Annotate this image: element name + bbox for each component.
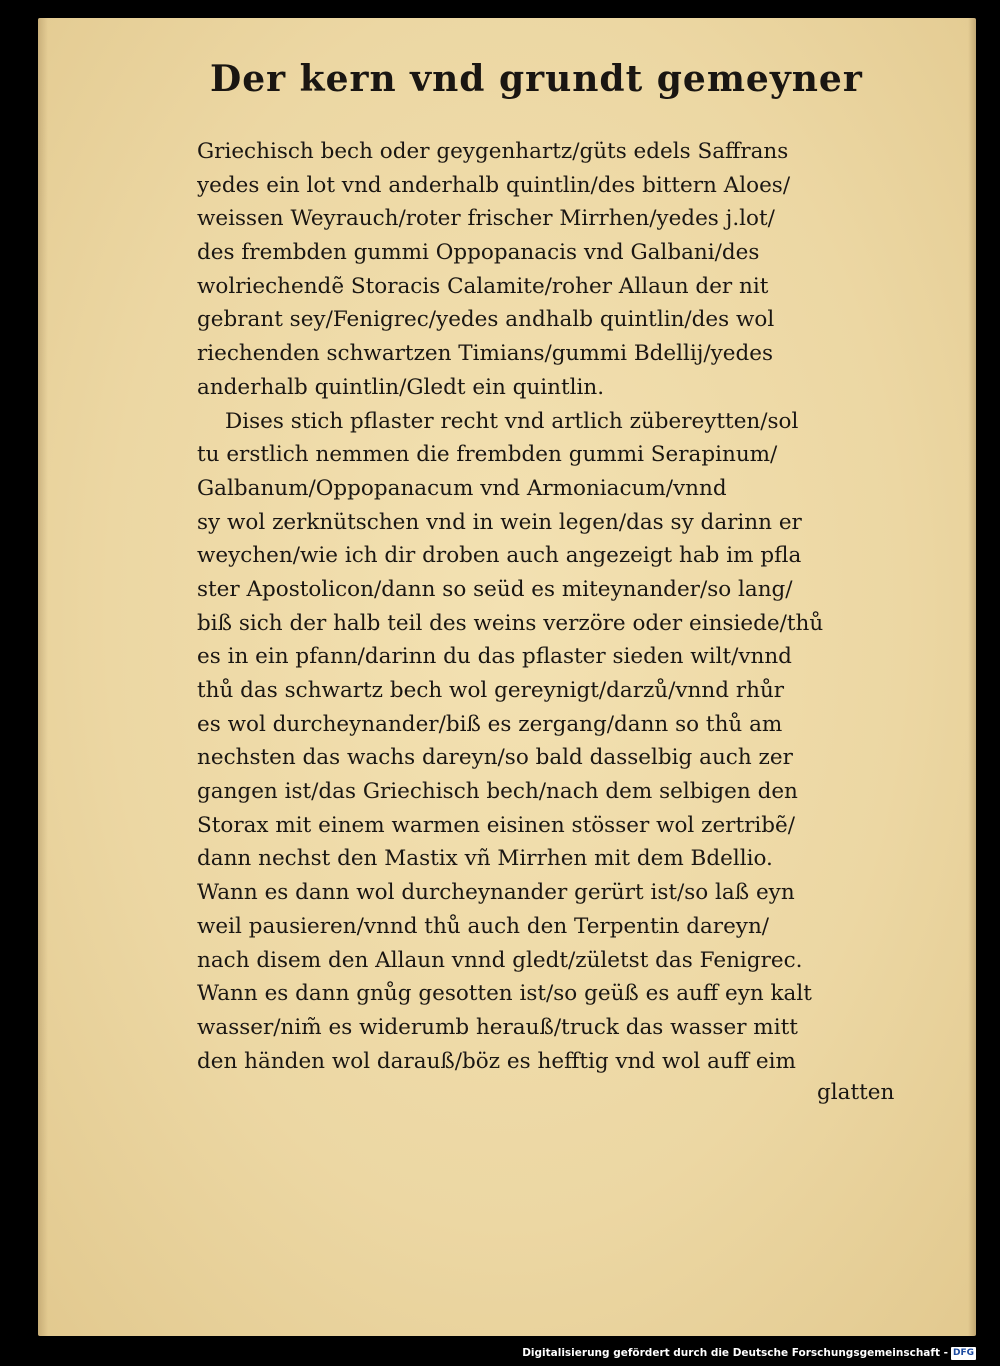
text-line: es wol durcheynander/biß es zergang/dann so thů am	[197, 711, 783, 737]
text-line: Storax mit einem warmen eisinen stösser wol zertribẽ/	[197, 812, 795, 838]
text-line: nach disem den Allaun vnnd gledt/zületst das Fenigrec.	[197, 947, 803, 973]
text-line: tu erstlich nemmen die frembden gummi Serapinum/	[197, 442, 778, 468]
text-line: weissen Weyrauch/roter frischer Mirrhen/yedes j.lot/	[197, 206, 775, 232]
body-text	[197, 135, 927, 1078]
text-line: Wann es dann wol durcheynander gerürt ist/so laß eyn	[197, 880, 795, 906]
text-line: gebrant sey/Fenigrec/yedes andhalb quintlin/des wol	[197, 307, 775, 333]
text-line: den händen wol darauß/böz es hefftig vnd wol auff eim	[197, 1048, 796, 1074]
text-line: anderhalb quintlin/Gledt ein quintlin.	[197, 374, 605, 400]
text-line: weychen/wie ich dir droben auch angezeigt hab im pfla	[197, 543, 802, 569]
text-line: Dises stich pflaster recht vnd artlich zübereytten/sol	[225, 408, 799, 434]
text-line: des frembden gummi Oppopanacis vnd Galbani/des	[197, 240, 760, 266]
text-line: Galbanum/Oppopanacum vnd Armoniacum/vnnd	[197, 475, 727, 501]
text-line: dann nechst den Mastix vñ Mirrhen mit dem Bdellio.	[197, 846, 773, 872]
dfg-logo: DFG	[952, 1347, 974, 1358]
text-line: es in ein pfann/darinn du das pflaster sieden wilt/vnnd	[197, 644, 792, 670]
catchword: glatten	[817, 1080, 895, 1105]
text-line: yedes ein lot vnd anderhalb quintlin/des bittern Aloes/	[197, 172, 791, 198]
text-line: weil pausieren/vnnd thů auch den Terpentin dareyn/	[197, 913, 770, 939]
digitization-credit	[522, 1346, 976, 1360]
text-line: gangen ist/das Griechisch bech/nach dem selbigen den	[197, 779, 798, 805]
text-line: sy wol zerknütschen vnd in wein legen/das sy darinn er	[197, 509, 802, 535]
running-head-title: Der kern vnd grundt gemeyner	[210, 58, 863, 100]
text-line: wolriechendẽ Storacis Calamite/roher Allaun der nit	[197, 273, 769, 299]
page-gutter-shadow	[38, 18, 48, 1336]
text-line: biß sich der halb teil des weins verzöre oder einsiede/thů	[197, 610, 824, 636]
text-line: wasser/nim̃ es widerumb herauß/truck das wasser mitt	[197, 1014, 798, 1040]
text-line: ster Apostolicon/dann so seüd es miteynander/so lang/	[197, 576, 793, 602]
text-line: Wann es dann gnůg gesotten ist/so geüß es auff eyn kalt	[197, 981, 812, 1007]
text-line: Griechisch bech oder geygenhartz/güts edels Saffrans	[197, 139, 789, 164]
text-line: thů das schwartz bech wol gereynigt/darzů/vnnd rhůr	[197, 678, 785, 703]
text-line: riechenden schwartzen Timians/gummi Bdellij/yedes	[197, 341, 774, 367]
credit-text: Digitalisierung gefördert durch die Deutsche Forschungsgemeinschaft -	[522, 1347, 948, 1359]
page-edge-shadow	[968, 18, 976, 1336]
text-line: nechsten das wachs dareyn/so bald dasselbig auch zer	[197, 745, 793, 771]
